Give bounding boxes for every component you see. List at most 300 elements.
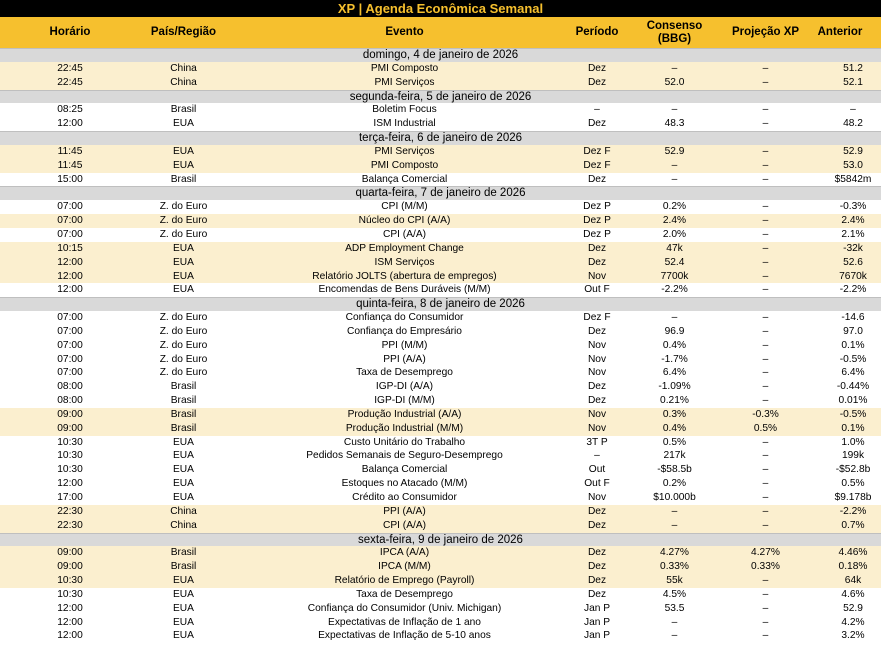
cell-consenso: 0.4% <box>662 422 687 434</box>
cell-projecao: 4.27% <box>751 547 780 559</box>
cell-pais: China <box>170 505 197 517</box>
cell-evento: Expectativas de Inflação de 5-10 anos <box>318 630 491 642</box>
cell-consenso: 6.4% <box>662 367 687 379</box>
cell-pais: EUA <box>173 464 194 476</box>
cell-horario: 22:30 <box>57 505 83 517</box>
cell-periodo: Dez <box>587 62 607 74</box>
cell-anterior: 0.1% <box>841 339 865 351</box>
header-projecao: Projeção XP <box>731 26 800 38</box>
cell-pais: EUA <box>173 436 194 448</box>
table-row <box>0 491 881 505</box>
cell-periodo: Out <box>588 464 606 476</box>
cell-pais: Z. do Euro <box>159 339 208 351</box>
cell-projecao: – <box>762 104 769 116</box>
cell-anterior: 52.1 <box>843 76 863 88</box>
cell-periodo: Dez <box>587 325 607 337</box>
cell-evento: Boletim Focus <box>372 104 437 116</box>
cell-anterior: 7670k <box>839 270 867 282</box>
cell-anterior: – <box>850 104 856 116</box>
cell-projecao: – <box>762 602 769 614</box>
cell-consenso: 0.21% <box>660 395 689 407</box>
cell-periodo: Out F <box>584 478 610 490</box>
cell-periodo: Dez <box>587 547 607 559</box>
table-row <box>0 629 881 643</box>
cell-pais: Z. do Euro <box>159 325 208 337</box>
table-row <box>0 588 881 602</box>
cell-horario: 22:30 <box>57 519 83 531</box>
cell-evento: CPI (A/A) <box>382 228 427 240</box>
cell-evento: Estoques no Atacado (M/M) <box>341 478 468 490</box>
cell-projecao: – <box>762 588 769 600</box>
cell-consenso: – <box>671 312 678 324</box>
day-label: sexta-feira, 9 de janeiro de 2026 <box>358 533 523 546</box>
day-header-row <box>0 90 881 104</box>
cell-pais: Brasil <box>170 104 197 116</box>
cell-evento: Custo Unitário do Trabalho <box>343 436 466 448</box>
cell-consenso: 52.9 <box>664 145 685 157</box>
cell-periodo: Nov <box>587 408 607 420</box>
cell-projecao: – <box>762 575 769 587</box>
cell-horario: 22:45 <box>57 76 83 88</box>
table-row <box>0 62 881 76</box>
cell-projecao: – <box>762 256 769 268</box>
cell-evento: CPI (M/M) <box>381 201 428 213</box>
cell-projecao: – <box>762 464 769 476</box>
cell-evento: Confiança do Consumidor (Univ. Michigan) <box>307 602 502 614</box>
cell-evento: Produção Industrial (A/A) <box>347 408 462 420</box>
cell-projecao: – <box>762 201 769 213</box>
cell-pais: Z. do Euro <box>159 215 208 227</box>
cell-consenso: 52.4 <box>664 256 685 268</box>
cell-consenso: – <box>671 616 678 628</box>
cell-projecao: – <box>762 312 769 324</box>
cell-periodo: Dez <box>587 519 607 531</box>
cell-consenso: -1.7% <box>661 353 688 365</box>
cell-anterior: 97.0 <box>843 325 863 337</box>
cell-anterior: 64k <box>844 575 862 587</box>
cell-pais: China <box>170 519 197 531</box>
cell-pais: Brasil <box>170 408 197 420</box>
header-evento: Evento <box>385 26 424 38</box>
cell-pais: Brasil <box>170 422 197 434</box>
cell-projecao: -0.3% <box>752 408 779 420</box>
table-row <box>0 228 881 242</box>
table-row <box>0 159 881 173</box>
day-header-row <box>0 533 881 547</box>
cell-horario: 10:30 <box>57 464 83 476</box>
cell-horario: 12:00 <box>57 118 83 130</box>
cell-evento: ISM Serviços <box>374 256 435 268</box>
cell-evento: Núcleo do CPI (A/A) <box>358 215 451 227</box>
cell-anterior: 0.5% <box>841 478 865 490</box>
cell-horario: 10:15 <box>57 242 83 254</box>
day-header-row <box>0 131 881 145</box>
cell-anterior: 52.6 <box>843 256 863 268</box>
cell-anterior: -14.6 <box>841 312 865 324</box>
cell-consenso: 53.5 <box>664 602 685 614</box>
cell-pais: EUA <box>173 492 194 503</box>
cell-pais: EUA <box>173 242 194 254</box>
cell-projecao: – <box>762 395 769 407</box>
cell-periodo: Dez <box>587 505 607 517</box>
cell-anterior: 0.18% <box>838 561 868 573</box>
cell-horario: 07:00 <box>57 367 83 379</box>
cell-pais: EUA <box>173 145 194 157</box>
cell-periodo: Dez <box>587 588 607 600</box>
cell-consenso: 0.3% <box>662 408 687 420</box>
cell-anterior: 53.0 <box>843 159 863 171</box>
table-row <box>0 505 881 519</box>
cell-anterior: -$52.8b <box>835 464 871 476</box>
cell-pais: Z. do Euro <box>159 353 208 365</box>
cell-horario: 10:30 <box>57 588 83 600</box>
cell-anterior: 52.9 <box>843 602 863 614</box>
cell-periodo: Dez P <box>583 215 611 227</box>
table-row <box>0 463 881 477</box>
table-row <box>0 270 881 284</box>
cell-evento: PMI Serviços <box>374 76 435 88</box>
cell-horario: 12:00 <box>57 284 83 296</box>
cell-periodo: Nov <box>587 367 607 379</box>
cell-consenso: 47k <box>666 242 683 254</box>
day-label: segunda-feira, 5 de janeiro de 2026 <box>349 90 532 103</box>
cell-pais: Z. do Euro <box>159 228 208 240</box>
cell-anterior: 0.1% <box>841 422 865 434</box>
cell-projecao: – <box>762 367 769 379</box>
cell-pais: EUA <box>173 270 194 282</box>
cell-horario: 10:30 <box>57 436 83 448</box>
cell-consenso: $10.000b <box>653 492 696 503</box>
cell-evento: PPI (M/M) <box>381 339 428 351</box>
cell-consenso: 0.4% <box>662 339 687 351</box>
cell-horario: 22:45 <box>57 62 83 74</box>
cell-periodo: Dez <box>587 242 607 254</box>
table-row <box>0 366 881 380</box>
table-row <box>0 519 881 533</box>
cell-anterior: 48.2 <box>843 118 863 130</box>
cell-horario: 09:00 <box>57 422 83 434</box>
cell-consenso: – <box>671 104 678 116</box>
cell-consenso: – <box>671 62 678 74</box>
cell-pais: Z. do Euro <box>159 201 208 213</box>
cell-periodo: Dez <box>587 118 607 130</box>
cell-horario: 07:00 <box>57 215 83 227</box>
cell-anterior: -32k <box>843 242 863 254</box>
table-row <box>0 408 881 422</box>
table-row <box>0 200 881 214</box>
cell-projecao: – <box>762 159 769 171</box>
cell-consenso: 2.4% <box>662 215 687 227</box>
cell-anterior: -0.5% <box>839 353 867 365</box>
day-label: terça-feira, 6 de janeiro de 2026 <box>358 132 523 145</box>
cell-evento: ADP Employment Change <box>345 242 464 254</box>
cell-consenso: 217k <box>663 450 686 462</box>
cell-pais: EUA <box>173 630 194 642</box>
cell-horario: 12:00 <box>57 602 83 614</box>
cell-evento: Confiança do Empresário <box>347 325 462 337</box>
cell-anterior: -0.44% <box>836 381 870 393</box>
cell-projecao: 0.5% <box>753 422 778 434</box>
cell-pais: EUA <box>173 159 194 171</box>
cell-anterior: $5842m <box>834 173 872 185</box>
cell-evento: Crédito ao Consumidor <box>352 492 457 503</box>
cell-anterior: 0.7% <box>841 519 865 531</box>
cell-horario: 07:00 <box>57 201 83 213</box>
cell-anterior: -2.2% <box>839 505 867 517</box>
cell-anterior: 0.01% <box>838 395 868 407</box>
cell-evento: Expectativas de Inflação de 1 ano <box>328 616 481 628</box>
cell-evento: ISM Industrial <box>373 118 436 130</box>
cell-evento: PPI (A/A) <box>383 353 426 365</box>
cell-pais: EUA <box>173 616 194 628</box>
cell-projecao: – <box>762 381 769 393</box>
cell-anterior: 4.46% <box>838 547 868 559</box>
cell-consenso: – <box>671 519 678 531</box>
cell-consenso: 48.3 <box>664 118 685 130</box>
table-row <box>0 560 881 574</box>
table-row <box>0 436 881 450</box>
cell-evento: PPI (A/A) <box>383 505 426 517</box>
cell-pais: EUA <box>173 575 194 587</box>
cell-evento: PMI Serviços <box>374 145 435 157</box>
cell-consenso: -2.2% <box>661 284 688 296</box>
cell-horario: 07:00 <box>57 339 83 351</box>
header-consenso: Consenso (BBG) <box>646 19 703 45</box>
cell-evento: Balança Comercial <box>361 173 448 185</box>
cell-anterior: 6.4% <box>841 367 865 379</box>
cell-evento: PMI Composto <box>370 159 439 171</box>
cell-pais: Brasil <box>170 547 197 559</box>
table-row <box>0 214 881 228</box>
cell-horario: 12:00 <box>57 630 83 642</box>
table-row <box>0 117 881 131</box>
cell-horario: 07:00 <box>57 228 83 240</box>
cell-anterior: -0.5% <box>839 408 867 420</box>
day-label: quarta-feira, 7 de janeiro de 2026 <box>355 187 526 200</box>
header-pais: País/Região <box>150 26 217 38</box>
cell-evento: Produção Industrial (M/M) <box>345 422 464 434</box>
cell-consenso: 96.9 <box>664 325 685 337</box>
table-row <box>0 477 881 491</box>
cell-periodo: Dez <box>587 575 607 587</box>
cell-horario: 09:00 <box>57 561 83 573</box>
table-row <box>0 616 881 630</box>
cell-anterior: 199k <box>841 450 865 462</box>
cell-projecao: – <box>762 173 769 185</box>
cell-evento: Taxa de Desemprego <box>356 588 453 600</box>
cell-horario: 15:00 <box>57 173 83 185</box>
cell-horario: 09:00 <box>57 408 83 420</box>
cell-consenso: 55k <box>666 575 683 587</box>
cell-evento: PMI Composto <box>370 62 439 74</box>
cell-pais: EUA <box>173 602 194 614</box>
table-row <box>0 422 881 436</box>
cell-periodo: – <box>594 104 600 116</box>
cell-projecao: – <box>762 478 769 490</box>
cell-projecao: – <box>762 242 769 254</box>
cell-pais: China <box>170 76 197 88</box>
cell-anterior: 51.2 <box>843 62 863 74</box>
cell-consenso: 0.2% <box>662 201 687 213</box>
table-row <box>0 145 881 159</box>
cell-projecao: – <box>762 450 769 462</box>
cell-evento: IPCA (A/A) <box>379 547 430 559</box>
cell-periodo: Dez <box>587 381 607 393</box>
cell-pais: Brasil <box>170 395 197 407</box>
cell-consenso: – <box>671 630 678 642</box>
table-row <box>0 311 881 325</box>
cell-evento: Relatório JOLTS (abertura de empregos) <box>312 270 497 282</box>
cell-evento: Balança Comercial <box>361 464 448 476</box>
cell-horario: 07:00 <box>57 353 83 365</box>
cell-projecao: – <box>762 228 769 240</box>
column-header-row <box>0 17 881 48</box>
cell-horario: 12:00 <box>57 256 83 268</box>
cell-evento: CPI (A/A) <box>382 519 427 531</box>
cell-pais: EUA <box>173 118 194 130</box>
table-row <box>0 173 881 187</box>
cell-periodo: Dez F <box>583 145 611 157</box>
cell-consenso: -1.09% <box>658 381 691 393</box>
cell-pais: EUA <box>173 284 194 296</box>
cell-periodo: Dez <box>587 256 607 268</box>
cell-horario: 08:00 <box>57 395 83 407</box>
event-table <box>0 48 881 643</box>
cell-projecao: – <box>762 76 769 88</box>
cell-horario: 17:00 <box>57 492 83 503</box>
cell-anterior: 4.2% <box>841 616 865 628</box>
cell-evento: IPCA (M/M) <box>378 561 431 573</box>
table-row <box>0 283 881 297</box>
cell-projecao: – <box>762 339 769 351</box>
cell-horario: 09:00 <box>57 547 83 559</box>
cell-pais: China <box>170 62 197 74</box>
cell-horario: 08:25 <box>57 104 83 116</box>
cell-horario: 08:00 <box>57 381 83 393</box>
cell-periodo: Jan P <box>583 616 611 628</box>
cell-consenso: 52.0 <box>664 76 685 88</box>
table-row <box>0 602 881 616</box>
cell-periodo: Dez F <box>583 312 611 324</box>
day-header-row <box>0 48 881 62</box>
day-label: domingo, 4 de janeiro de 2026 <box>362 49 519 61</box>
day-header-row <box>0 186 881 200</box>
cell-horario: 12:00 <box>57 616 83 628</box>
table-row <box>0 449 881 463</box>
cell-pais: EUA <box>173 256 194 268</box>
cell-consenso: 4.5% <box>662 588 687 600</box>
table-row <box>0 353 881 367</box>
cell-projecao: – <box>762 616 769 628</box>
cell-periodo: Nov <box>587 492 607 503</box>
cell-projecao: – <box>762 284 769 296</box>
table-row <box>0 256 881 270</box>
cell-periodo: Out F <box>584 284 610 296</box>
table-row <box>0 574 881 588</box>
day-header-row <box>0 297 881 311</box>
header-anterior: Anterior <box>817 26 863 38</box>
cell-evento: IGP-DI (A/A) <box>375 381 434 393</box>
table-row <box>0 546 881 560</box>
cell-consenso: 0.2% <box>662 478 687 490</box>
cell-evento: Confiança do Consumidor <box>345 312 464 324</box>
cell-consenso: -$58.5b <box>657 464 692 476</box>
cell-projecao: – <box>762 353 769 365</box>
cell-projecao: – <box>762 215 769 227</box>
cell-projecao: – <box>762 492 769 503</box>
cell-anterior: $9.178b <box>834 492 872 503</box>
cell-projecao: – <box>762 118 769 130</box>
cell-consenso: 2.0% <box>662 228 687 240</box>
cell-projecao: – <box>762 325 769 337</box>
table-row <box>0 76 881 90</box>
table-row <box>0 394 881 408</box>
cell-horario: 12:00 <box>57 478 83 490</box>
cell-periodo: – <box>594 450 600 462</box>
cell-horario: 07:00 <box>57 325 83 337</box>
day-label: quinta-feira, 8 de janeiro de 2026 <box>356 298 525 311</box>
cell-periodo: Dez P <box>583 201 611 213</box>
header-periodo: Período <box>575 26 619 38</box>
cell-projecao: – <box>762 62 769 74</box>
cell-evento: Pedidos Semanais de Seguro-Desemprego <box>306 450 503 462</box>
cell-evento: Encomendas de Bens Duráveis (M/M) <box>318 284 491 296</box>
cell-anterior: -0.3% <box>839 201 867 213</box>
cell-evento: Relatório de Emprego (Payroll) <box>334 575 475 587</box>
page-title: XP | Agenda Econômica Semanal <box>0 0 881 17</box>
table-row <box>0 242 881 256</box>
cell-horario: 12:00 <box>57 270 83 282</box>
table-row <box>0 325 881 339</box>
cell-periodo: Nov <box>587 339 607 351</box>
cell-consenso: 7700k <box>660 270 689 282</box>
cell-consenso: – <box>671 159 678 171</box>
cell-anterior: 52.9 <box>843 145 863 157</box>
cell-pais: Brasil <box>170 561 197 573</box>
cell-anterior: -2.2% <box>839 284 867 296</box>
cell-projecao: – <box>762 436 769 448</box>
cell-consenso: 0.5% <box>662 436 687 448</box>
cell-anterior: 3.2% <box>841 630 865 642</box>
cell-horario: 11:45 <box>57 159 83 171</box>
cell-horario: 10:30 <box>57 575 83 587</box>
cell-periodo: Jan P <box>583 602 611 614</box>
cell-anterior: 2.1% <box>841 228 865 240</box>
cell-pais: Brasil <box>170 173 197 185</box>
cell-periodo: Dez <box>587 561 607 573</box>
cell-horario: 07:00 <box>57 312 83 324</box>
cell-periodo: Dez P <box>583 228 611 240</box>
cell-pais: EUA <box>173 450 194 462</box>
cell-evento: IGP-DI (M/M) <box>374 395 435 407</box>
cell-periodo: Nov <box>587 422 607 434</box>
cell-projecao: – <box>762 270 769 282</box>
cell-pais: Z. do Euro <box>159 367 208 379</box>
cell-anterior: 1.0% <box>841 436 865 448</box>
table-row <box>0 380 881 394</box>
table-row <box>0 339 881 353</box>
cell-periodo: 3T P <box>586 436 608 448</box>
cell-pais: Z. do Euro <box>159 312 208 324</box>
cell-anterior: 2.4% <box>841 215 865 227</box>
cell-consenso: – <box>671 505 678 517</box>
cell-projecao: – <box>762 519 769 531</box>
cell-consenso: 0.33% <box>660 561 689 573</box>
cell-periodo: Jan P <box>583 630 611 642</box>
cell-horario: 11:45 <box>57 145 83 157</box>
cell-periodo: Dez <box>587 76 607 88</box>
cell-consenso: 4.27% <box>660 547 689 559</box>
